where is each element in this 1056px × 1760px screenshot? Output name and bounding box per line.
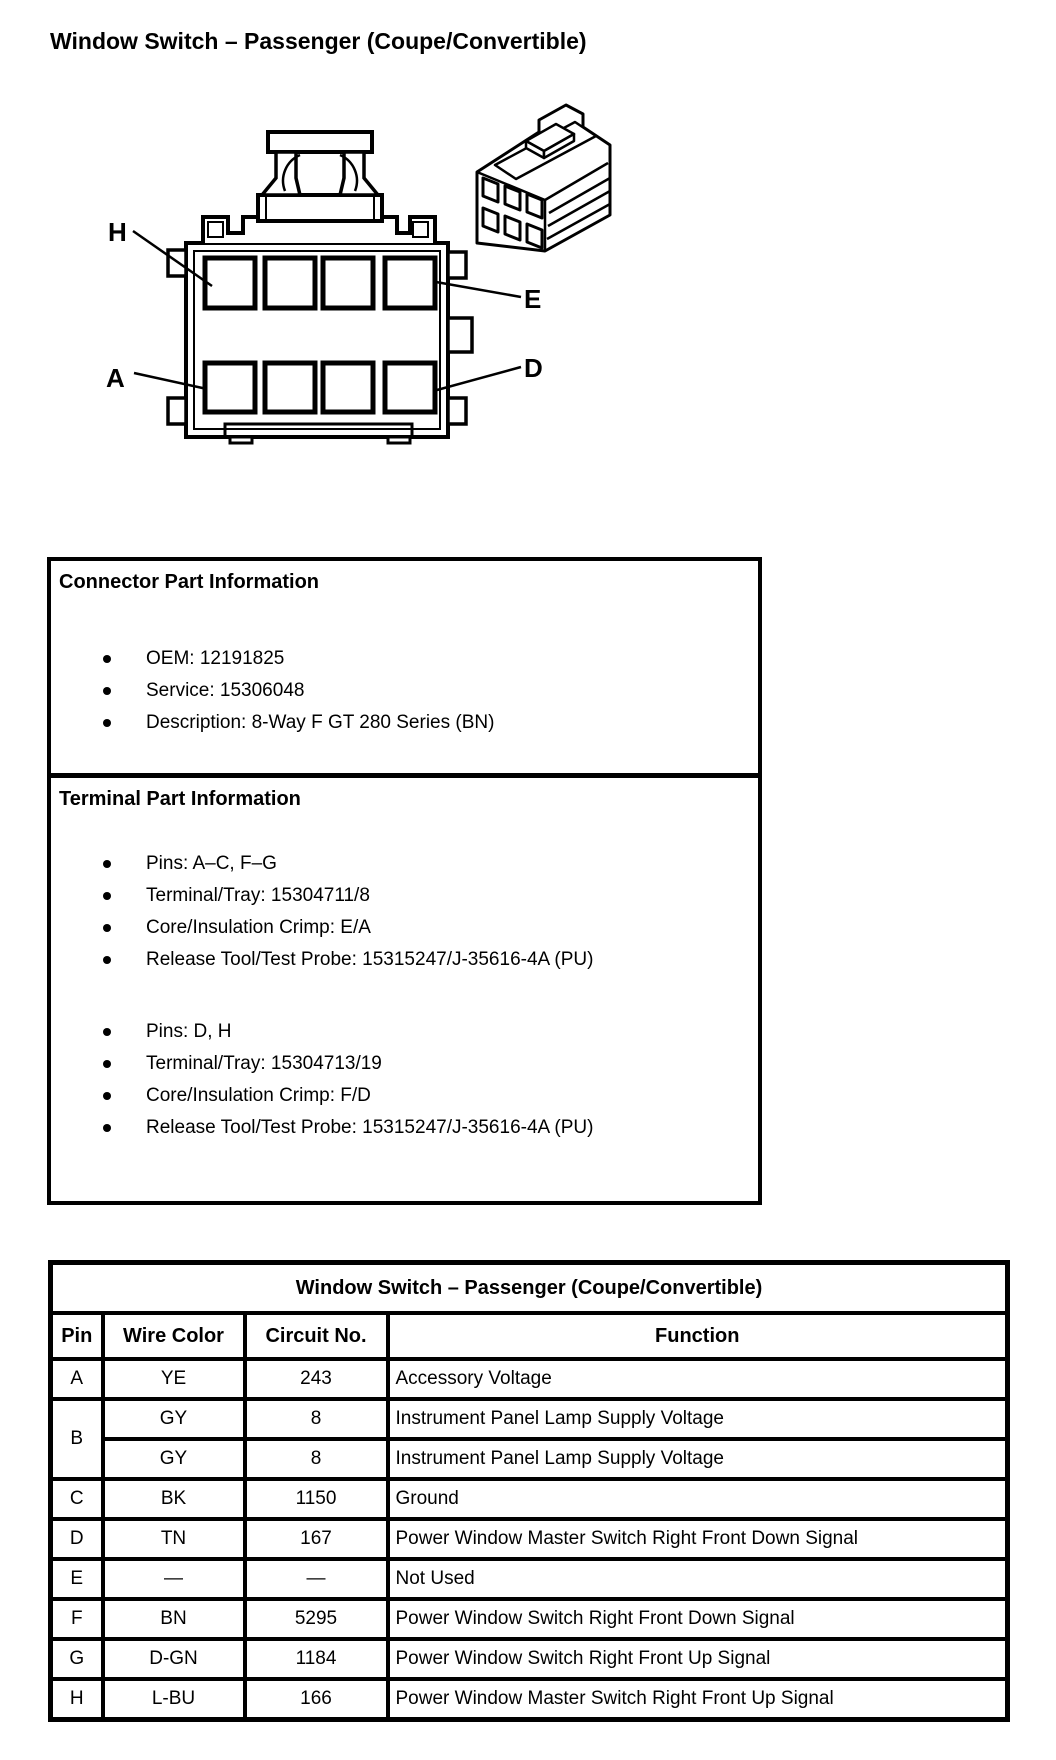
cell-pin: H [51,1679,103,1719]
list-item-text: Terminal/Tray: 15304711/8 [146,885,370,906]
side-notch [448,318,472,352]
table-row [51,1439,1008,1479]
table-row [51,1519,1008,1559]
bullet-icon [103,1028,111,1036]
pin-callout-A: A [106,363,125,393]
list-item-text: Service: 15306048 [146,680,305,701]
connector-figure [60,85,620,460]
list-item [51,675,758,707]
list-item [51,1016,758,1048]
bullet-icon [103,892,111,900]
terminal-part-info-list-1 [51,848,758,976]
bullet-icon [103,1124,111,1132]
cell-wire-color: BK [103,1479,245,1519]
bullet-icon [103,860,111,868]
cell-wire-color: L-BU [103,1679,245,1719]
list-item [51,643,758,675]
terminal-part-info-heading: Terminal Part Information [59,788,301,810]
cell-pin: F [51,1599,103,1639]
cell-circuit: — [245,1559,388,1599]
cell-wire-color: — [103,1559,245,1599]
cell-pin: D [51,1519,103,1559]
list-item [51,1112,758,1144]
column-header-wire-color: Wire Color [103,1313,245,1359]
list-item-text: Release Tool/Test Probe: 15315247/J-35616-4A (PU) [146,1117,594,1138]
cell-circuit: 1150 [245,1479,388,1519]
bullet-icon [103,687,111,695]
side-tab [448,398,466,424]
cell-function: Instrument Panel Lamp Supply Voltage [388,1439,1008,1479]
list-item-text: Pins: D, H [146,1021,232,1042]
column-header-circuit-no: Circuit No. [245,1313,388,1359]
cell-pin: A [51,1359,103,1399]
list-item-text: OEM: 12191825 [146,648,285,669]
connector-part-info-section [51,561,758,778]
cell-wire-color: TN [103,1519,245,1559]
column-header-function: Function [388,1313,1008,1359]
pin-callout-D: D [524,353,543,383]
table-row [51,1599,1008,1639]
list-item-text: Pins: A–C, F–G [146,853,277,874]
bullet-icon [103,719,111,727]
cell-function: Power Window Switch Right Front Down Signal [388,1599,1008,1639]
page-title: Window Switch – Passenger (Coupe/Convertible) [50,28,587,54]
pinout-table [48,1260,1010,1722]
connector-part-info-heading: Connector Part Information [59,571,320,593]
column-header-pin: Pin [51,1313,103,1359]
bullet-icon [103,655,111,663]
cell-circuit: 166 [245,1679,388,1719]
list-item [51,880,758,912]
cell-function: Power Window Master Switch Right Front Down Signal [388,1519,1008,1559]
list-item [51,1048,758,1080]
cell-function: Not Used [388,1559,1008,1599]
side-tab [448,252,466,278]
cell-function: Accessory Voltage [388,1359,1008,1399]
list-item [51,707,758,739]
list-item-text: Release Tool/Test Probe: 15315247/J-35616-4A (PU) [146,949,594,970]
bullet-icon [103,956,111,964]
connector-part-info-list [51,643,758,739]
list-item [51,912,758,944]
list-item-text: Core/Insulation Crimp: E/A [146,917,371,938]
part-information-box [47,557,762,1205]
list-item-text: Terminal/Tray: 15304713/19 [146,1053,382,1074]
list-item [51,944,758,976]
latch-plate [258,195,382,221]
cell-circuit: 8 [245,1399,388,1439]
table-row [51,1559,1008,1599]
cell-pin: B [51,1399,103,1479]
side-tab [168,398,186,424]
connector-isometric-view [477,105,610,251]
cell-circuit: 243 [245,1359,388,1399]
cell-wire-color: GY [103,1439,245,1479]
list-item-text: Core/Insulation Crimp: F/D [146,1085,371,1106]
list-item [51,1080,758,1112]
cell-wire-color: GY [103,1399,245,1439]
cell-wire-color: YE [103,1359,245,1399]
cell-circuit: 1184 [245,1639,388,1679]
bullet-icon [103,1060,111,1068]
table-header-row [51,1313,1008,1359]
cell-function: Instrument Panel Lamp Supply Voltage [388,1399,1008,1439]
bullet-icon [103,1092,111,1100]
list-item-text: Description: 8-Way F GT 280 Series (BN) [146,712,495,733]
table-row [51,1359,1008,1399]
terminal-part-info-list-2 [51,1016,758,1144]
table-row [51,1479,1008,1519]
table-row [51,1399,1008,1439]
terminal-part-info-section [51,778,758,1144]
cell-pin: G [51,1639,103,1679]
cell-function: Power Window Switch Right Front Up Signal [388,1639,1008,1679]
table-title: Window Switch – Passenger (Coupe/Convertible) [51,1263,1008,1314]
cell-circuit: 167 [245,1519,388,1559]
cell-wire-color: D-GN [103,1639,245,1679]
list-item [51,848,758,880]
bullet-icon [103,924,111,932]
table-title-row [51,1263,1008,1314]
cell-pin: C [51,1479,103,1519]
table-row [51,1639,1008,1679]
connector-front-view [133,132,521,443]
pin-callout-H: H [108,217,127,247]
cell-circuit: 8 [245,1439,388,1479]
cell-function: Power Window Master Switch Right Front Up Signal [388,1679,1008,1719]
connector-latch [262,132,378,195]
cell-function: Ground [388,1479,1008,1519]
cell-wire-color: BN [103,1599,245,1639]
cell-pin: E [51,1559,103,1599]
cell-circuit: 5295 [245,1599,388,1639]
table-row [51,1679,1008,1719]
pin-callout-E: E [524,284,542,314]
